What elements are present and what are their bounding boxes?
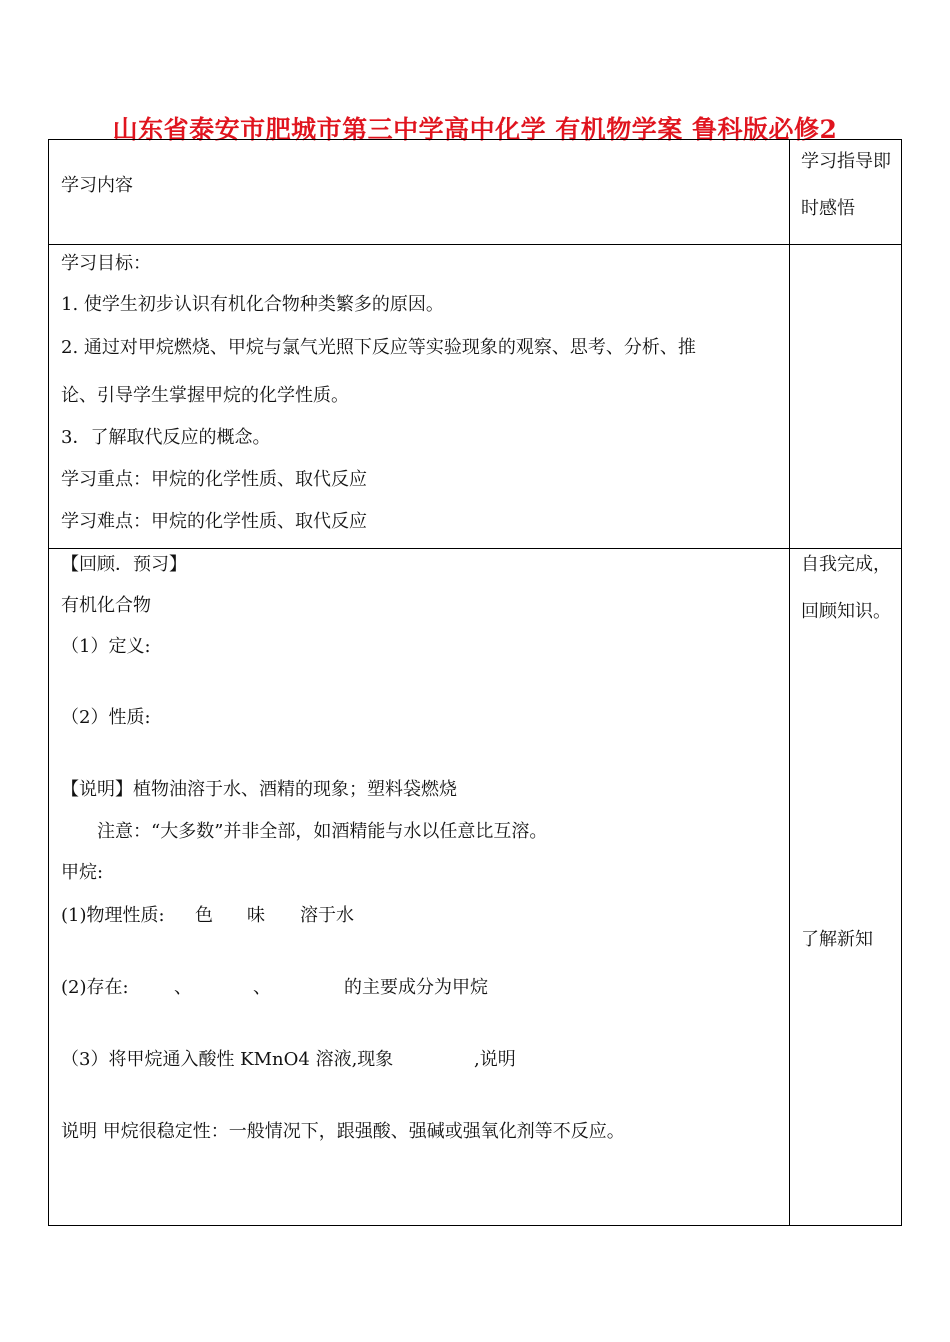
note-text: 【说明】植物油溶于水、酒精的现象；塑料袋燃烧: [61, 779, 457, 800]
objectives-heading: 学习目标：: [61, 253, 151, 274]
stability-note: 说明 甲烷很稳定性：一般情况下，跟强酸、强碱或强氧化剂等不反应。: [61, 1121, 625, 1142]
header-left-label: 学习内容: [61, 175, 133, 196]
physical-property-label: (1)物理性质:: [61, 905, 165, 926]
kmno4-experiment: （3）将甲烷通入酸性 KMnO4 溶液,现象: [61, 1049, 394, 1070]
kmno4-explain: ,说明: [474, 1049, 516, 1070]
review-row: [49, 549, 902, 1226]
review-right-cell: [790, 549, 902, 1226]
objective-item-2-line1: 2. 通过对甲烷燃烧、甲烷与氯气光照下反应等实验现象的观察、思考、分析、推: [61, 337, 696, 358]
key-point: 学习重点：甲烷的化学性质、取代反应: [61, 469, 367, 490]
existence-tail: 的主要成分为甲烷: [344, 977, 488, 998]
page-title: 山东省泰安市肥城市第三中学高中化学 有机物学案 鲁科版必修2: [112, 115, 838, 144]
dissolve-label: 溶于水: [300, 905, 354, 926]
property-label: （2）性质:: [61, 707, 151, 728]
header-right-line1: 学习指导即: [801, 151, 891, 172]
existence-label: (2)存在:: [61, 977, 129, 998]
header-right-cell: [790, 140, 902, 245]
review-right-line1: 自我完成，: [801, 554, 891, 575]
color-label: 色: [195, 905, 213, 926]
review-right-line2: 回顾知识。: [801, 601, 891, 622]
methane-label: 甲烷:: [61, 862, 104, 883]
organic-compound-label: 有机化合物: [61, 595, 151, 616]
objectives-right-cell: [790, 245, 902, 549]
objectives-row: [49, 245, 902, 549]
existence-separator-2: 、: [253, 977, 271, 998]
review-heading: 【回顾．预习】: [61, 554, 187, 575]
study-table: [48, 139, 902, 1226]
header-row: [49, 140, 902, 245]
header-right-line2: 时感悟: [801, 198, 855, 219]
review-right-new: 了解新知: [801, 929, 873, 950]
existence-separator-1: 、: [174, 977, 192, 998]
objectives-cell: [49, 245, 790, 549]
review-cell: [49, 549, 790, 1226]
objective-item-2-line2: 论、引导学生掌握甲烷的化学性质。: [61, 385, 349, 406]
objective-item-1: 1. 使学生初步认识有机化合物种类繁多的原因。: [61, 294, 444, 315]
difficulty-point: 学习难点：甲烷的化学性质、取代反应: [61, 511, 367, 532]
attention-text: 注意：“大多数”并非全部，如酒精能与水以任意比互溶。: [97, 821, 548, 842]
definition-label: （1）定义:: [61, 636, 151, 657]
objective-item-3: 3．了解取代反应的概念。: [61, 427, 271, 448]
smell-label: 味: [247, 905, 265, 926]
header-left-cell: [49, 140, 790, 245]
